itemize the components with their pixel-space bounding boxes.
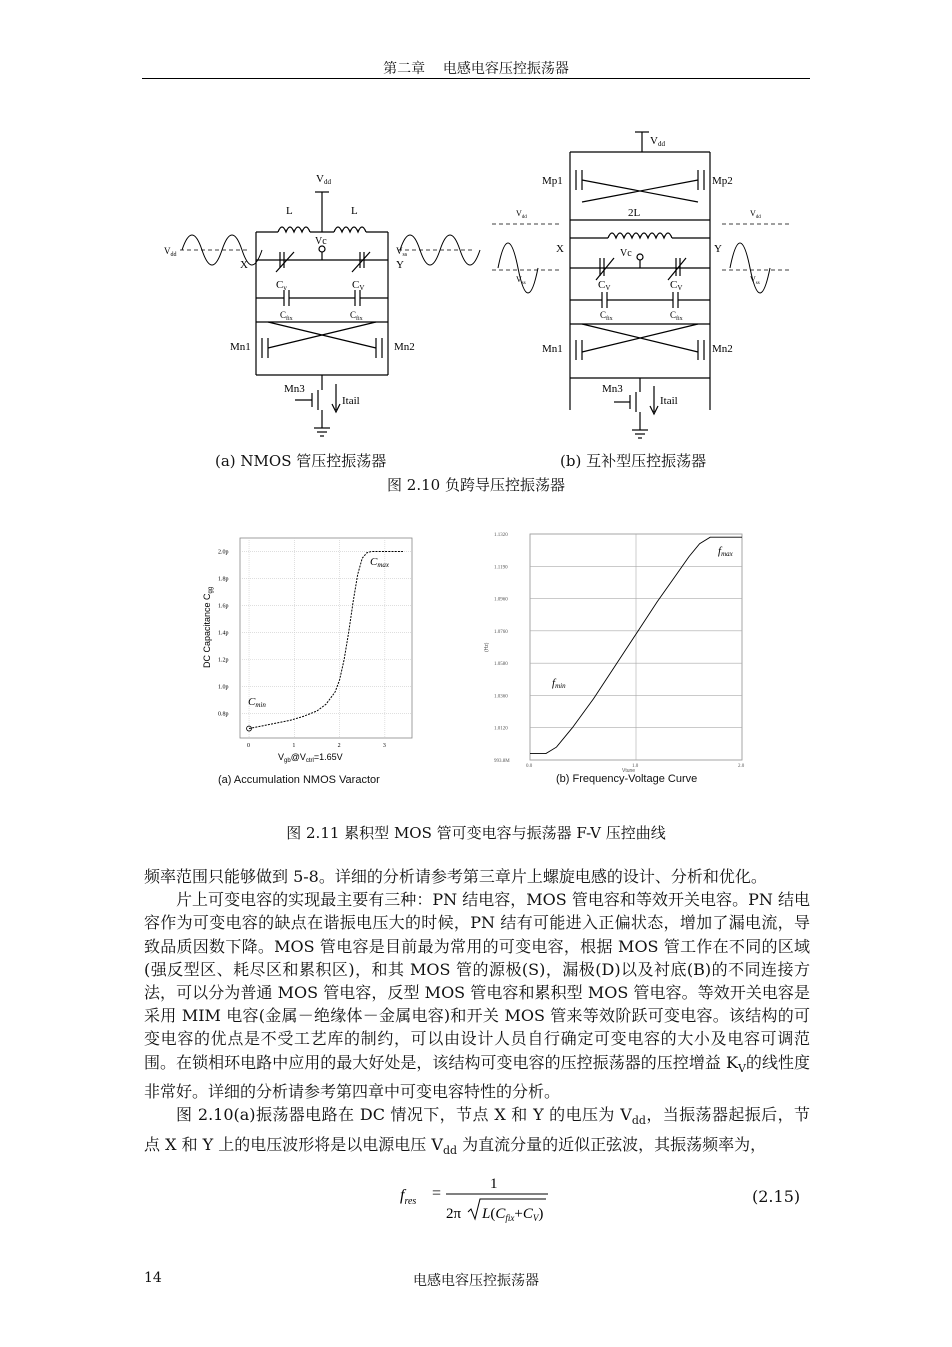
a-l2-label: L [351,205,358,217]
figure-2-10-caption: 图 2.10 负跨导压控振荡器 [387,476,565,494]
chart1-ytick: 1.6p [218,603,229,610]
b-x-label: X [556,243,564,255]
a-itail-label: Itail [342,395,360,407]
chart2-xlabel: Vtune [622,768,636,774]
chart1-ytick: 1.0p [218,684,229,691]
figure-2-11-caption: 图 2.11 累积型 MOS 管可变电容与振荡器 F-V 压控曲线 [286,824,666,842]
chart2-ytick: 1.1190 [494,565,508,571]
a-cv2-label: CV [352,279,365,292]
chart2-ylabel: (Hz) [484,642,490,652]
b-wave-right-vdd: $V_{dd}$ [750,209,761,220]
a-vc-label: Vc [315,236,327,247]
a-mn2-label: Mn2 [394,341,415,353]
a-l1-label: L [286,205,293,217]
b-2l-label: 2L [628,207,641,219]
chart2-ytick: 1.1320 [494,533,508,538]
paragraph-2: 片上可变电容的实现最主要有三种：PN 结电容，MOS 管电容和等效开关电容。PN 结电容作为可变电容的缺点在谐振电压大的时候，PN 结有可能进入正偏状态，增加了漏电流，导致品质因数下降。MOS 管电容是目前最为常用的可变电容，根据 MOS 管工作在不同的区域(强反型区、耗尽区和累积区)，和其 MOS 管的源极(S)，漏极(D)以及衬底(B)的不同连接方法，可以分为普通 MOS 管电容，反型 MOS 管电容和累积型 MOS 管电容。等效开关电容是采用 MIM 电容(金属－绝缘体－金属电容)和开关 MOS 管来等效阶跃可变电容。该结构的可变电容的优点是不受工艺库的制约，可以由设计人员自行确定可变电容的大小及电容可调范围。在锁相环电路中应用的最大好处是，该结构可变电容的压控振荡器的压控增益 $K_V$的线性度非常好。详细的分析请参考第四章中可变电容特性的分析。 [144,890,810,1102]
chart2-ytick: 993.8M [494,759,510,764]
page-number: 14 [144,1270,162,1286]
frequency-voltage-chart [474,526,750,776]
a-y-label: Y [396,259,404,271]
chart2-xtick: 2.0 [738,764,745,769]
fmin-annotation: fmin [552,677,566,690]
chapter-label: 第二章 [383,61,426,77]
a-mn3-label: Mn3 [284,383,305,395]
a-vdd-label: Vdd [316,173,331,186]
chart1-xtick: 3 [382,743,386,749]
a-mn1-label: Mn1 [230,341,251,353]
a-cv1-label: Cv [276,279,287,292]
a-wave-left-label: $V_{dd}$ [164,246,177,258]
equation-number: (2.15) [752,1187,801,1206]
chart2-ytick: 1.0580 [494,662,508,668]
formula-lhs: $f_{res}$ [400,1187,417,1207]
paragraph-1: 频率范围只能够做到 5-8。详细的分析请参考第三章片上螺旋电感的设计、分析和优化。 [144,867,767,886]
b-y-label: Y [714,243,722,255]
running-footer: 电感电容压控振荡器 [413,1273,539,1289]
paragraph-3: 图 2.10(a)振荡器电路在 DC 情况下，节点 X 和 Y 的电压为 $V_{dd}$，当振荡器起振后，节点 X 和 Y 上的电压波形将是以电源电压 $V_{dd}$ 为直流分量的近似正弦波，其振荡频率为， [144,1105,810,1157]
figure-2-10b-caption: (b) 互补型压控振荡器 [560,452,707,470]
figure-2-10a-caption: (a) NMOS 管压控振荡器 [215,452,387,470]
header-title: 电感电容压控振荡器 [442,61,569,77]
chart2-ytick: 1.0120 [494,726,508,732]
figure-2-11b-caption: (b) Frequency-Voltage Curve [556,773,698,785]
chart1-ytick: 1.8p [218,576,229,583]
formula-den-2pi: 2π [446,1206,462,1222]
running-header [0,58,952,78]
chart1-xtick: 1 [292,743,296,749]
b-wave-left-vss: $V_{ss}$ [516,275,526,286]
chart2-xtick: 0.0 [526,764,533,769]
chart1-ytick: 1.2p [218,657,229,664]
chart1-ytick: 2.0p [218,549,229,556]
body-text [144,865,810,1162]
b-cfix2-label: $C_{fix}$ [670,310,683,322]
b-vc-label: Vc [620,248,632,259]
chart1-xtick: 2 [337,743,341,749]
b-mp2-label: Mp2 [712,175,733,187]
chart2-ytick: 1.0360 [494,694,508,700]
chart1-ytick: 1.4p [218,630,229,637]
chart2-ytick: 1.0760 [494,629,508,635]
a-x-label: X [240,259,248,271]
b-mn1-label: Mn1 [542,343,563,355]
cmax-annotation: Cmax [370,556,390,569]
b-cv2-label: CV [670,279,683,292]
formula-equals: = [432,1185,442,1202]
b-wave-right-vss: $V_{ss}$ [750,275,760,286]
varactor-cv-chart [196,530,420,768]
equation-2-15 [380,1168,580,1228]
b-mp1-label: Mp1 [542,175,563,187]
chart1-xtick: 0 [247,743,251,749]
a-cfix1-label: $C_{fix}$ [280,310,293,322]
chart1-xlabel: $V_{gb}@V_{ctrl}=1.65V$ [278,752,343,764]
header-rule [142,78,810,79]
b-itail-label: Itail [660,395,678,407]
b-cv1-label: CV [598,279,611,292]
figure-2-11a-caption: (a) Accumulation NMOS Varactor [218,774,380,786]
formula-numerator: 1 [490,1176,498,1192]
chart2-ytick: 1.0960 [494,597,508,603]
b-wave-left-vdd: $V_{dd}$ [516,209,527,220]
fmax-annotation: fmax [718,545,733,558]
chart1-ylabel: DC Capacitance $C_{gg}$ [202,586,214,668]
b-cfix1-label: $C_{fix}$ [600,310,613,322]
b-vdd-label: Vdd [650,135,665,148]
formula-den-body: $L(C_{fix}+C_V)$ [482,1206,544,1223]
cmin-annotation: Cmin [248,696,266,709]
a-wave-right-label: $V_{ss}$ [396,246,408,258]
figure-2-10-circuits [150,120,810,450]
chart1-ytick: 0.8p [218,711,229,718]
b-mn2-label: Mn2 [712,343,733,355]
a-cfix2-label: $C_{fix}$ [350,310,363,322]
chart2-xtick: 1.0 [632,764,639,769]
b-mn3-label: Mn3 [602,383,623,395]
